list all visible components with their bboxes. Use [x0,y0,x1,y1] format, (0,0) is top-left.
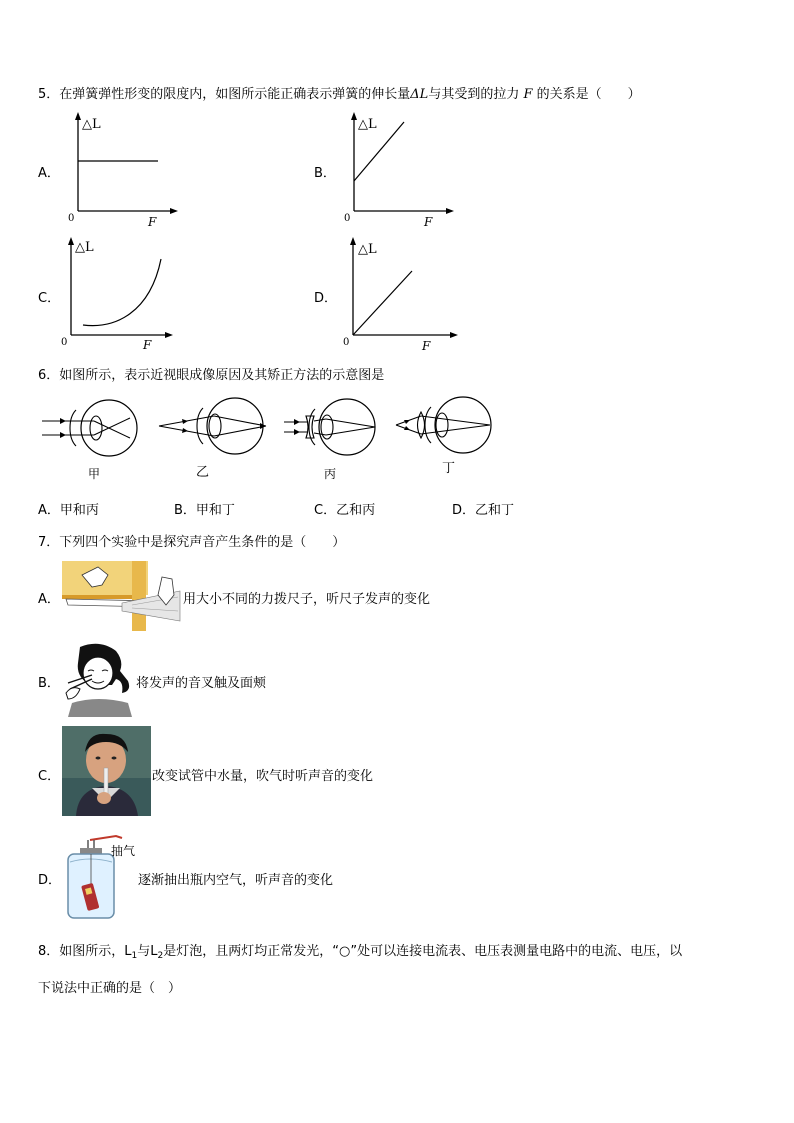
q7-pump-label: 抽气 [111,844,136,858]
q6-choice-b: B．甲和丁 [174,503,235,518]
q5-stem-text-end: 的关系是（ ） [536,87,641,102]
q8-stem-text: 8．如图所示， [38,944,125,959]
q8-l1 [124,944,137,959]
q6-label-ding: 丁 [442,461,456,476]
q5-b-origin: 0 [344,213,351,224]
q5-graph-b [338,108,463,233]
q5-a-axis-x-label: F [148,215,157,229]
q7-option-d-letter: D． [38,873,62,888]
q5-a-axis-y-label: △L [82,117,101,132]
q7-ruler-illustration [62,561,182,633]
q7-option-b-text: 将发声的音叉触及面颊 [136,676,267,691]
q6-choice-d: D．乙和丁 [452,503,515,518]
q5-c-origin: 0 [61,337,68,348]
q5-graph-d [338,233,463,358]
q5-a-origin: 0 [68,213,75,224]
q7-option-c-text: 改变试管中水量，吹气时听声音的变化 [152,769,374,784]
q7-tuning-fork-girl [62,641,136,717]
q7-boy-test-tube-photo [62,726,151,816]
q5-stem-text: 5．在弹簧弹性形变的限度内，如图所示能正确表示弹簧的伸长量 [38,87,411,102]
q8-stem-line2: 下说法中正确的是（ ） [38,981,182,996]
q6-stem: 6．如图所示，表示近视眼成像原因及其矫正方法的示意图是 [38,368,385,383]
q6-eye-jia [42,400,137,481]
q6-eye-diagrams [38,394,498,484]
q6-eye-ding [396,397,491,476]
q5-c-axis-y-label: △L [75,240,94,255]
q5-option-b-label: B． [314,166,336,181]
q6-eye-yi [159,398,266,480]
q8-stem-text-rest: 是灯泡，且两灯均正常发光，“○”处可以连接电流表、电压表测量电路中的电流、电压，以 [163,944,683,959]
q5-delta-l: ΔL [410,87,429,102]
q6-label-bing: 丙 [324,467,337,481]
q6-choice-a: A．甲和丙 [38,503,99,518]
q5-graph-c [55,233,180,358]
q8-l2-subscript: 2 [157,951,164,961]
q5-d-origin: 0 [343,337,350,348]
q5-stem [38,83,641,102]
q5-force-symbol: F [523,87,533,102]
q8-l2-letter: L [150,944,158,959]
q6-label-yi: 乙 [196,465,210,480]
q5-b-axis-y-label: △L [358,117,377,132]
q7-option-d-text: 逐渐抽出瓶内空气，听声音的变化 [138,873,334,888]
q5-d-axis-y-label: △L [358,242,377,257]
q5-b-axis-x-label: F [424,215,433,229]
q8-l2 [150,944,163,959]
q6-eye-bing [284,399,375,481]
q6-label-jia: 甲 [88,467,101,481]
q5-d-axis-x-label: F [422,339,431,353]
q7-option-a-text: 用大小不同的力拨尺子，听尺子发声的变化 [183,592,431,607]
q5-graph-a [62,108,187,233]
q8-stem-line1 [38,940,682,961]
q5-option-c-label: C． [38,291,61,306]
q7-stem: 7．下列四个实验中是探究声音产生条件的是（ ） [38,535,346,550]
q7-option-b-letter: B． [38,676,60,691]
q7-option-c-letter: C． [38,769,61,784]
q8-l1-letter: L [124,944,132,959]
q5-c-axis-x-label: F [143,338,152,352]
q7-option-a-letter: A． [38,592,60,607]
q8-and: 与 [137,944,151,959]
q5-option-a-label: A． [38,166,60,181]
q5-option-d-label: D． [314,291,338,306]
q5-stem-text-mid: 与其受到的拉力 [428,87,520,102]
q8-l1-subscript: 1 [131,951,138,961]
q6-choice-c: C．乙和丙 [314,503,376,518]
